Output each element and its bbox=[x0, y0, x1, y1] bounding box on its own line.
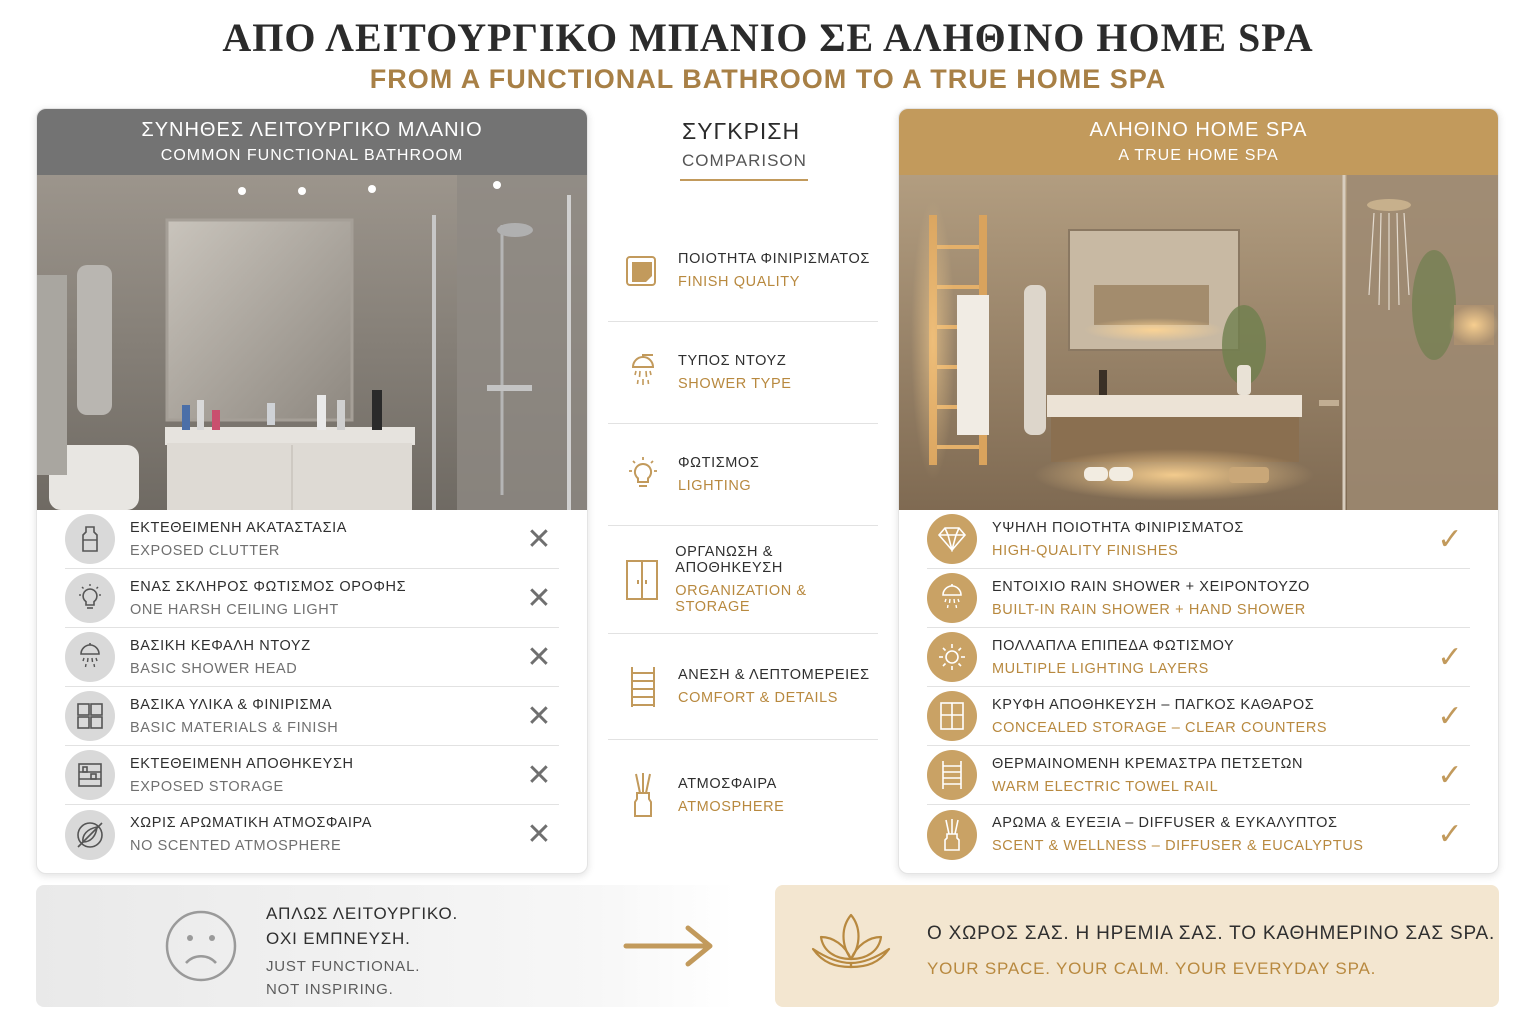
comparison-label-gr: ΑΤΜΟΣΦΑΙΡΑ bbox=[678, 775, 777, 792]
no-scent-icon bbox=[65, 810, 115, 860]
comparison-title-gr: ΣΥΓΚΡΙΣΗ bbox=[682, 118, 801, 144]
functional-title-en: COMMON FUNCTIONAL BATHROOM bbox=[160, 147, 464, 164]
item-label-en: BASIC MATERIALS & FINISH bbox=[130, 719, 339, 736]
lotus-icon bbox=[809, 907, 893, 982]
list-item bbox=[65, 687, 559, 746]
list-item bbox=[65, 510, 559, 569]
functional-bathroom-illustration bbox=[37, 175, 587, 510]
tiles-icon bbox=[65, 691, 115, 741]
check-icon: ✓ bbox=[1437, 818, 1463, 851]
banner-line-gr-2: ΟΧΙ ΕΜΠΝΕΥΣΗ. bbox=[266, 929, 411, 948]
functional-bathroom-panel bbox=[36, 108, 588, 874]
comparison-label-gr: ΟΡΓΑΝΩΣΗ & ΑΠΟΘΗΚΕΥΣΗ bbox=[675, 544, 783, 576]
item-label-gr: ΚΡΥΦΗ ΑΠΟΘΗΚΕΥΣΗ – ΠΑΓΚΟΣ ΚΑΘΑΡΟΣ bbox=[992, 696, 1315, 713]
banner-line-en-1: JUST FUNCTIONAL. bbox=[266, 958, 421, 975]
list-item bbox=[65, 746, 559, 805]
rain-shower-icon bbox=[927, 573, 977, 623]
item-label-en: MULTIPLE LIGHTING LAYERS bbox=[992, 660, 1209, 677]
list-item bbox=[65, 569, 559, 628]
spa-title-en: A TRUE HOME SPA bbox=[1118, 147, 1279, 164]
cross-icon: ✕ bbox=[526, 699, 552, 733]
sun-icon bbox=[927, 632, 977, 682]
towel-rail-icon bbox=[608, 665, 678, 709]
item-label-gr: ΧΩΡΙΣ ΑΡΩΜΑΤΙΚΗ ΑΤΜΟΣΦΑΙΡΑ bbox=[130, 815, 373, 831]
spa-features-list bbox=[899, 510, 1498, 864]
item-label-gr: ΕΚΤΕΘΕΙΜΕΝΗ ΑΚΑΤΑΣΤΑΣΙΑ bbox=[130, 519, 348, 536]
comparison-item-lighting bbox=[608, 424, 878, 526]
spa-summary-banner bbox=[775, 885, 1499, 1007]
item-label-en: WARM ELECTRIC TOWEL RAIL bbox=[992, 778, 1219, 795]
cross-icon: ✕ bbox=[526, 818, 552, 851]
item-label-en: NO SCENTED ATMOSPHERE bbox=[130, 838, 342, 854]
comparison-item-comfort bbox=[608, 634, 878, 740]
cross-icon: ✕ bbox=[526, 640, 552, 674]
comparison-item-shower bbox=[608, 322, 878, 424]
item-label-gr: ΠΟΛΛΑΠΛΑ ΕΠΙΠΕΔΑ ΦΩΤΙΣΜΟΥ bbox=[992, 637, 1235, 654]
cross-icon: ✕ bbox=[526, 522, 552, 556]
list-item bbox=[65, 805, 559, 864]
item-label-gr: ΕΝΤΟΙΧΙΟ RAIN SHOWER + ΧΕΙΡΟΝΤΟΥΖΟ bbox=[992, 578, 1310, 595]
item-label-en: BASIC SHOWER HEAD bbox=[130, 660, 298, 677]
functional-features-list bbox=[37, 510, 587, 864]
item-label-gr: ΕΝΑΣ ΣΚΛΗΡΟΣ ΦΩΤΙΣΜΟΣ ΟΡΟΦΗΣ bbox=[130, 578, 407, 595]
list-item bbox=[927, 805, 1470, 864]
spa-title-gr: ΑΛΗΘΙΝΟ HOME SPA bbox=[1089, 119, 1308, 141]
comparison-label-gr: ΠΟΙΟΤΗΤΑ ΦΙΝΙΡΙΣΜΑΤΟΣ bbox=[678, 251, 870, 267]
item-label-gr: ΕΚΤΕΘΕΙΜΕΝΗ ΑΠΟΘΗΚΕΥΣΗ bbox=[130, 755, 354, 772]
comparison-label-en: FINISH QUALITY bbox=[678, 274, 800, 290]
comparison-label-en: ATMOSPHERE bbox=[678, 798, 785, 815]
comparison-label-gr: ΤΥΠΟΣ ΝΤΟΥΖ bbox=[678, 353, 787, 369]
functional-bathroom-header bbox=[37, 109, 587, 175]
comparison-title-en: COMPARISON bbox=[682, 151, 807, 170]
sad-face-icon bbox=[164, 909, 238, 988]
page-title: ΑΠΟ ΛΕΙΤΟΥΡΓΙΚΟ ΜΠΑΝΙΟ ΣΕ ΑΛΗΘΙΝΟ HOME SPA bbox=[222, 15, 1314, 60]
check-icon: ✓ bbox=[1437, 640, 1463, 674]
diffuser-icon bbox=[608, 771, 678, 819]
comparison-label-en: ORGANIZATION & STORAGE bbox=[675, 583, 807, 615]
check-icon: ✓ bbox=[1437, 522, 1463, 556]
functional-title-gr: ΣΥΝΗΘΕΣ ΛΕΙΤΟΥΡΓΙΚΟ ΜΛΑΝΙΟ bbox=[141, 119, 483, 141]
comparison-label-gr: ΦΩΤΙΣΜΟΣ bbox=[678, 455, 760, 471]
item-label-en: HIGH-QUALITY FINISHES bbox=[992, 542, 1179, 559]
home-spa-panel bbox=[898, 108, 1499, 874]
check-icon: ✓ bbox=[1437, 758, 1463, 792]
towel-rail-icon bbox=[927, 750, 977, 800]
item-label-gr: ΒΑΣΙΚΗ ΚΕΦΑΛΗ ΝΤΟΥΖ bbox=[130, 637, 311, 654]
cabinet-icon bbox=[927, 691, 977, 741]
comparison-item-storage bbox=[608, 526, 878, 634]
banner-line-en: YOUR SPACE. YOUR CALM. YOUR EVERYDAY SPA. bbox=[927, 959, 1377, 978]
list-item bbox=[65, 628, 559, 687]
page-subtitle: FROM A FUNCTIONAL BATHROOM TO A TRUE HOME SPA bbox=[369, 64, 1167, 94]
diamond-icon bbox=[927, 514, 977, 564]
list-item bbox=[927, 628, 1470, 687]
item-label-gr: ΒΑΣΙΚΑ ΥΛΙΚΑ & ΦΙΝΙΡΙΣΜΑ bbox=[130, 696, 333, 713]
arrow-right-icon bbox=[622, 922, 716, 975]
shower-icon bbox=[608, 353, 678, 393]
item-label-en: SCENT & WELLNESS – DIFFUSER & EUCALYPTUS bbox=[992, 838, 1364, 854]
list-item bbox=[927, 569, 1470, 628]
comparison-underline bbox=[680, 179, 808, 181]
diffuser-icon bbox=[927, 810, 977, 860]
item-label-en: ONE HARSH CEILING LIGHT bbox=[130, 601, 339, 618]
bulb-icon bbox=[608, 455, 678, 495]
item-label-en: EXPOSED STORAGE bbox=[130, 778, 284, 795]
list-item bbox=[927, 687, 1470, 746]
comparison-label-gr: ΑΝΕΣΗ & ΛΕΠΤΟΜΕΡΕΙΕΣ bbox=[678, 667, 870, 683]
finish-swatch-icon bbox=[608, 251, 678, 291]
check-icon: ✓ bbox=[1437, 699, 1463, 733]
home-spa-illustration bbox=[899, 175, 1498, 510]
comparison-item-finish bbox=[608, 220, 878, 322]
functional-bathroom-photo bbox=[37, 175, 587, 510]
home-spa-header bbox=[899, 109, 1498, 175]
bulb-icon bbox=[65, 573, 115, 623]
bottle-icon bbox=[65, 514, 115, 564]
comparison-item-atmosphere bbox=[608, 740, 878, 850]
banner-line-gr: Ο ΧΩΡΟΣ ΣΑΣ. Η ΗΡΕΜΙΑ ΣΑΣ. ΤΟ ΚΑΘΗΜΕΡΙΝΟ ΣΑΣ SPA. bbox=[927, 923, 1496, 944]
list-item bbox=[927, 510, 1470, 569]
banner-line-en-2: NOT INSPIRING. bbox=[266, 981, 394, 998]
item-label-en: CONCEALED STORAGE – CLEAR COUNTERS bbox=[992, 719, 1328, 736]
comparison-label-en: LIGHTING bbox=[678, 478, 752, 494]
comparison-column bbox=[608, 108, 878, 815]
cross-icon: ✕ bbox=[526, 758, 552, 792]
comparison-label-en: SHOWER TYPE bbox=[678, 376, 792, 392]
item-label-en: EXPOSED CLUTTER bbox=[130, 542, 280, 559]
cabinet-icon bbox=[608, 558, 675, 602]
cross-icon: ✕ bbox=[526, 581, 552, 615]
list-item bbox=[927, 746, 1470, 805]
item-label-gr: ΥΨΗΛΗ ΠΟΙΟΤΗΤΑ ΦΙΝΙΡΙΣΜΑΤΟΣ bbox=[992, 519, 1244, 536]
comparison-label-en: COMFORT & DETAILS bbox=[678, 690, 839, 706]
shelf-icon bbox=[65, 750, 115, 800]
item-label-en: BUILT-IN RAIN SHOWER + HAND SHOWER bbox=[992, 601, 1306, 618]
item-label-gr: ΘΕΡΜΑΙΝΟΜΕΝΗ ΚΡΕΜΑΣΤΡΑ ΠΕΤΣΕΤΩΝ bbox=[992, 755, 1304, 772]
home-spa-photo bbox=[899, 175, 1498, 510]
shower-icon bbox=[65, 632, 115, 682]
item-label-gr: ΑΡΩΜΑ & ΕΥΕΞΙΑ – DIFFUSER & ΕΥΚΑΛΥΠΤΟΣ bbox=[992, 815, 1338, 831]
banner-line-gr-1: ΑΠΛΩΣ ΛΕΙΤΟΥΡΓΙΚΟ. bbox=[266, 904, 459, 923]
